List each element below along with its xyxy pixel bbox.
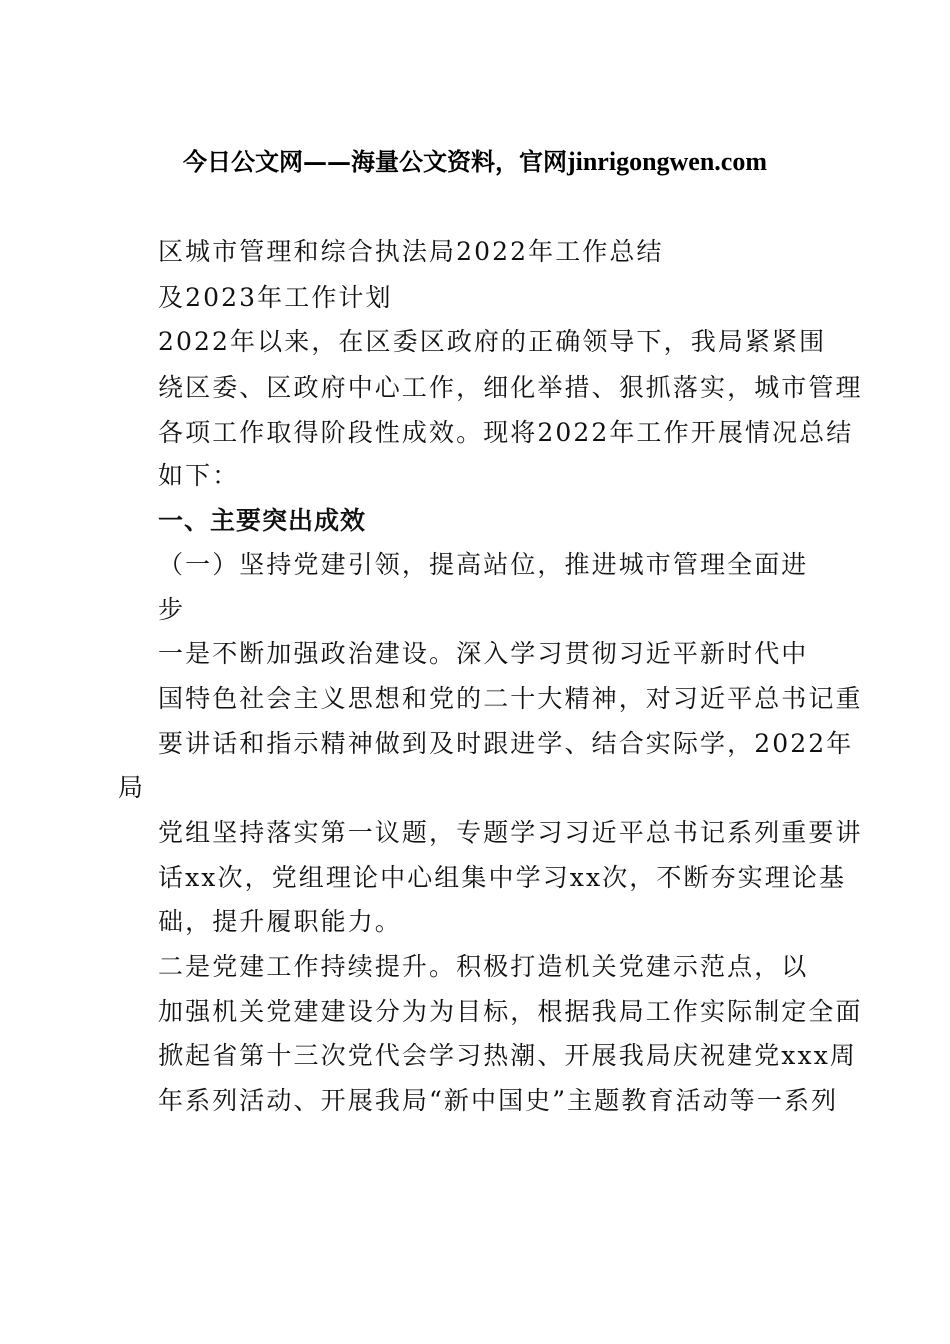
paragraph-line: 国特色社会主义思想和党的二十大精神，对习近平总书记重 <box>158 684 863 713</box>
paragraph-line: 各项工作取得阶段性成效。现将2022年工作开展情况总结 <box>158 418 854 447</box>
paragraph-line: 二是党建工作持续提升。积极打造机关党建示范点，以 <box>158 952 809 981</box>
paragraph-line: 年系列活动、开展我局“新中国史”主题教育活动等一系列 <box>158 1086 839 1115</box>
paragraph-line: 2022年以来，在区委区政府的正确领导下，我局紧紧围 <box>158 327 827 356</box>
paragraph-line: 党组坚持落实第一议题，专题学习习近平总书记系列重要讲 <box>158 818 863 847</box>
site-header-title: 今日公文网——海量公文资料，官网 <box>182 147 567 176</box>
paragraph-line: 绕区委、区政府中心工作，细化举措、狠抓落实，城市管理 <box>158 373 863 402</box>
paragraph-line: 话xx次，党组理论中心组集中学习xx次，不断夯实理论基 <box>158 863 847 892</box>
doc-title-line-2: 及2023年工作计划 <box>158 283 393 312</box>
paragraph-line-stray: 局 <box>118 773 146 802</box>
paragraph-line: 如下： <box>158 461 240 490</box>
paragraph-line: 要讲话和指示精神做到及时跟进学、结合实际学，2022年 <box>158 729 854 758</box>
subsection-heading-cont: 步 <box>158 595 186 624</box>
paragraph-line: 础，提升履职能力。 <box>158 907 402 936</box>
subsection-heading: （一）坚持党建引领，提高站位，推进城市管理全面进 <box>158 550 809 579</box>
section-heading: 一、主要突出成效 <box>158 506 367 535</box>
doc-title-line-1: 区城市管理和综合执法局2022年工作总结 <box>158 237 664 266</box>
paragraph-line: 掀起省第十三次党代会学习热潮、开展我局庆祝建党xxx周 <box>158 1041 857 1070</box>
paragraph-line: 一是不断加强政治建设。深入学习贯彻习近平新时代中 <box>158 639 809 668</box>
paragraph-line: 加强机关党建建设分为为目标，根据我局工作实际制定全面 <box>158 997 863 1026</box>
site-header-url[interactable]: jinrigongwen.com <box>566 147 768 176</box>
site-header <box>0 146 950 178</box>
